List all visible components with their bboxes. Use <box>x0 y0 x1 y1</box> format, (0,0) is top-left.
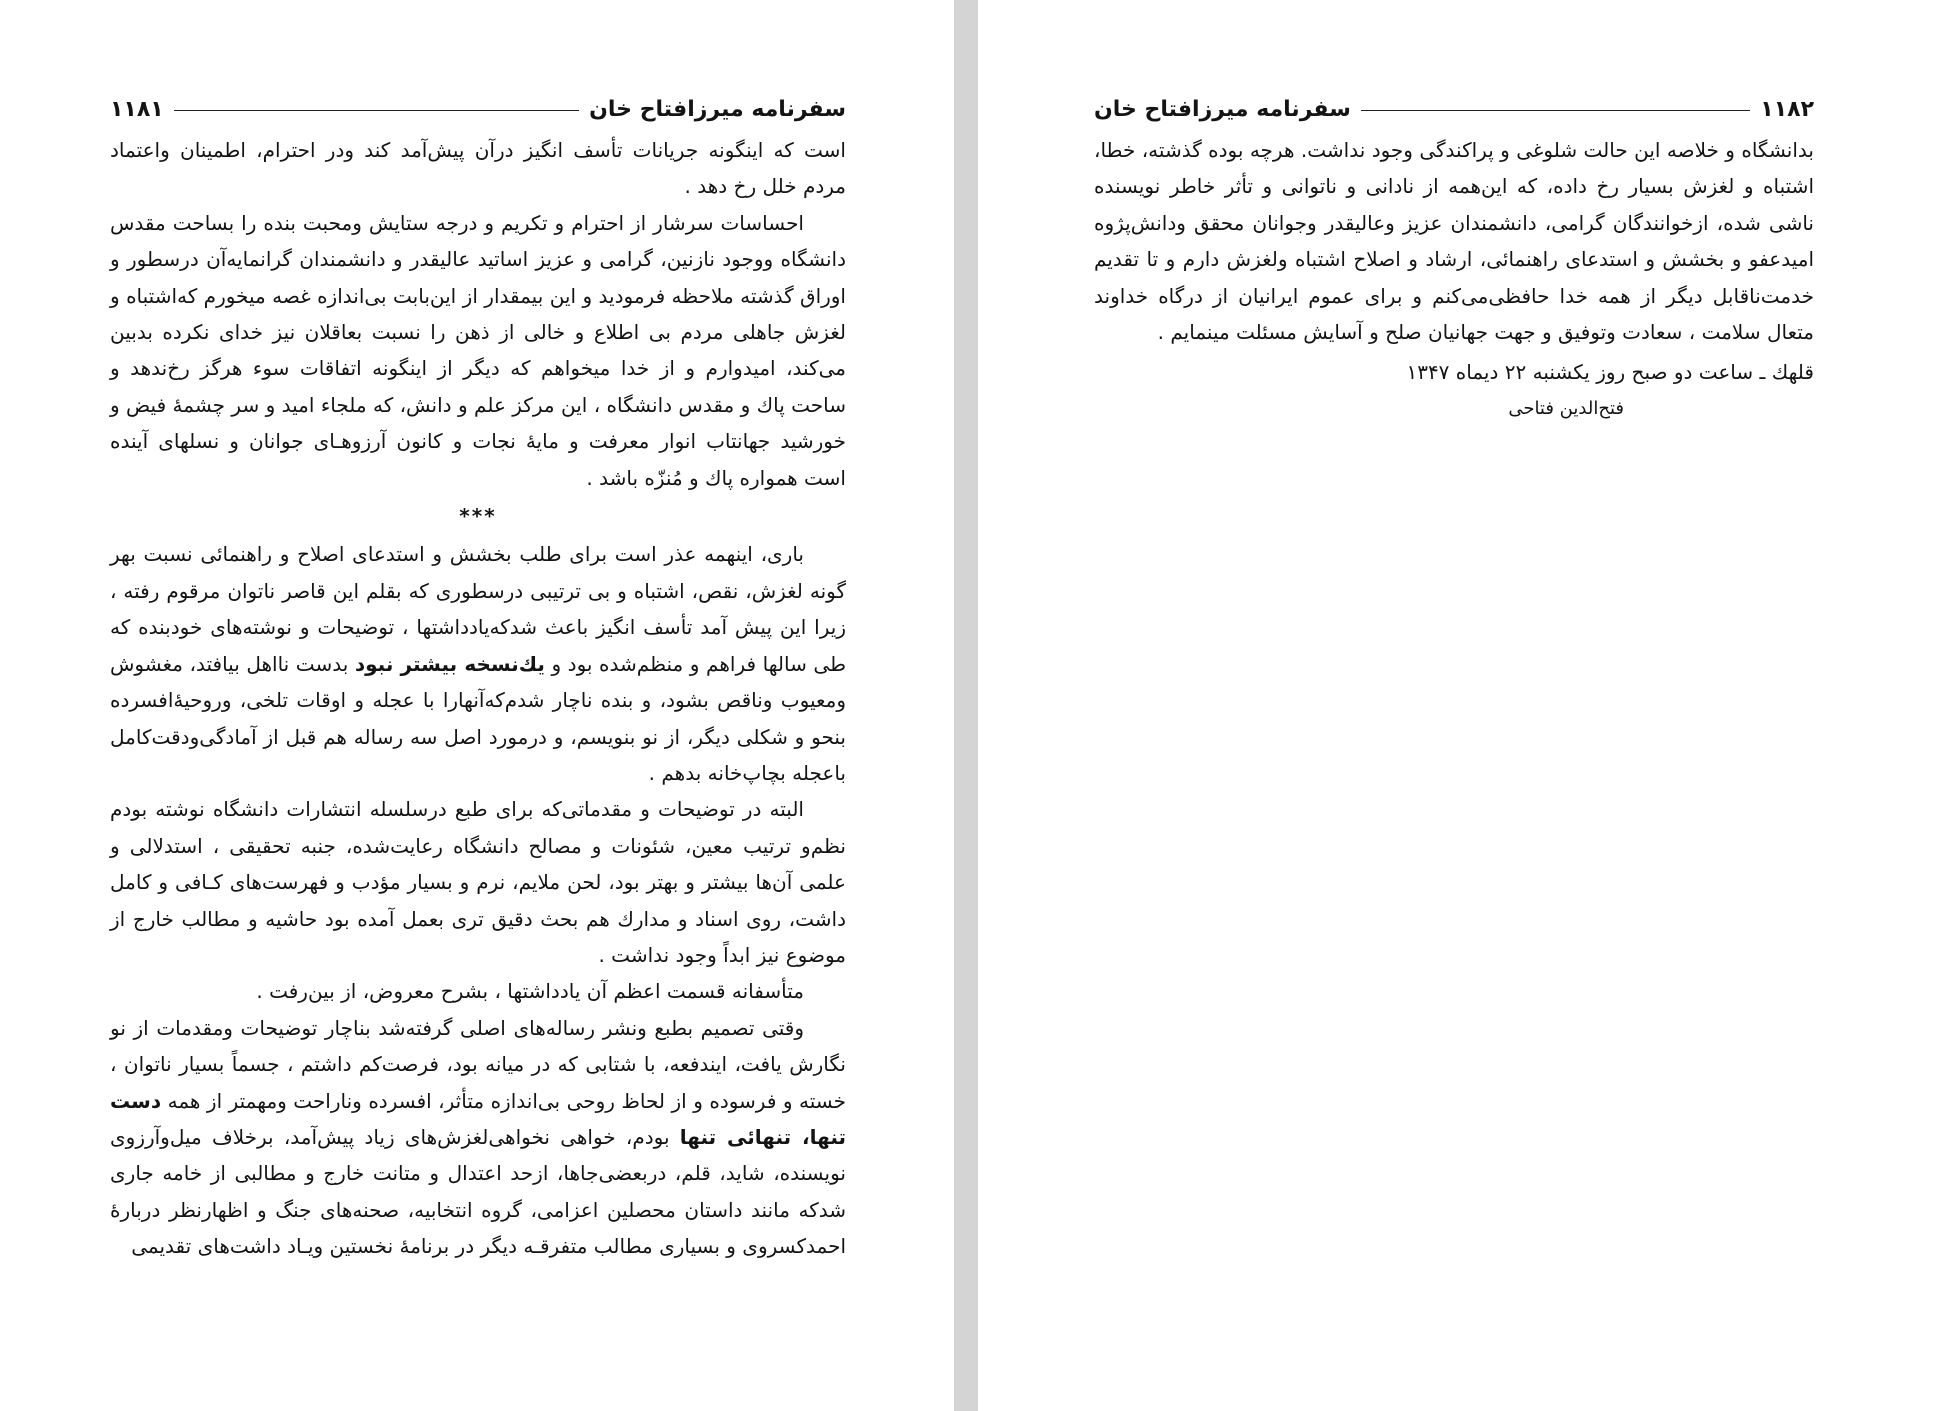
left-paragraph-6 <box>110 1010 846 1265</box>
section-separator: *** <box>459 504 497 529</box>
left-paragraph-3 <box>110 536 846 791</box>
right-page-number: ۱۱۸۲ <box>1760 96 1814 122</box>
left-page <box>0 0 954 1411</box>
left-paragraph-3-bold: یك‌نسخه بیشتر نبود <box>354 651 545 676</box>
left-paragraph-1: است که اینگونه جریانات تأسف انگیز درآن پیش‌آمد کند ودر احترام، اطمینان واعتماد مردم خلل رخ دهد . <box>110 138 846 199</box>
closing-date-line: قلهك ـ ساعت دو صبح روز یکشنبه ۲۲ دیماه ۱۳۴۷ <box>1406 360 1814 385</box>
left-paragraph-6-text-b: بودم، خواهی نخواهی‌لغزش‌های زیاد پیش‌آمد، برخلاف میل‌وآرزوی نویسنده، شاید، قلم، دربعضی‌جاها، ازحد اعتدال و متانت خارج و مطالبی از خامه جاری شدکه مانند داستان محصلین اعزامی، گروه انتخابیه، صحنه‌های جنگ و اظهارنظر دربارهٔ احمدکسروی و بسیاری مطالب متفرقـه دیگر در برنامهٔ نخستین ویـاد داشت‌های تقدیمی <box>110 1124 846 1259</box>
author-signature: فتح‌الدین فتاحی <box>1508 397 1624 419</box>
left-paragraph-3-text-a: باری، اینهمه عذر است برای طلب بخشش و استدعای اصلاح و راهنمائی نسبت بهر گونه لغزش، نقص، اشتباه و بی ترتیبی درسطوری که بقلم این قاصر ناتوان مرقوم رفته ، زیرا این پیش آمد تأسف انگیز باعث شدکه‌یادداشتها ، توضیحات و نوشته‌های خودبنده که طی سالها فراهم و منظم‌شده بود و <box>110 542 847 676</box>
left-paragraph-6-bold: دست تنها، تنهائی تنها <box>110 1088 846 1149</box>
left-paragraph-3-text-b: بدست نااهل بیافتد، مغشوش ومعیوب وناقص بشود، و بنده ناچار شدم‌که‌آنهارا با عجله و اوقات تلخی، وروحیهٔ‌افسرده بنحو و شکلی دیگر، از نو بنویسم، و درمورد اصل سه رساله هم قبل از آمادگی‌ودقت‌کامل باعجله بچاپ‌خانه بدهم . <box>110 651 846 785</box>
left-page-header <box>110 92 846 128</box>
left-page-number: ۱۱۸۱ <box>110 96 164 122</box>
right-text-column <box>1094 92 1814 427</box>
right-paragraph-1: بدانشگاه و خلاصه این حالت شلوغی و پراکندگی وجود نداشت. هرچه بوده گذشته، خطا، اشتباه و لغزش بسیار رخ داده، که این‌همه از نادانی و ناتوانی و تأثر خاطر نویسنده ناشی شده، ازخوانندگان گرامی، دانشمندان عزیز وعالیقدر وجوانان محقق ودانش‌پژوه امیدعفو و بخشش و استدعای راهنمائی، ارشاد و اصلاح اشتباه ولغزش دارم و تا تقدیم خدمت‌ناقابل دیگر از همه خدا حافظی‌می‌کنم و برای عموم ایرانیان از درگاه خداوند متعال سلامت ، سعادت وتوفیق و جهت جهانیان صلح و آسایش مسئلت مینمایم . <box>1094 138 1814 345</box>
left-paragraph-4: البته در توضیحات و مقدماتی‌که برای طبع درسلسله انتشارات دانشگاه نوشته بودم نظم‌و ترتیب معین، شئونات و مصالح دانشگاه رعایت‌شده، جنبه تحقیقی ، استدلالی و علمی آن‌ها بیشتر و بهتر بود، لحن ملایم، نرم و بسیار مؤدب و فهرست‌های کـافی و کامل داشت، روی اسناد و مدارك هم بحث دقیق تری بعمل آمده بود حاشیه و مطالب خارج از موضوع نیز ابداً وجود نداشت . <box>110 797 846 967</box>
left-paragraph-2: احساسات سرشار از احترام و تکریم و درجه ستایش ومحبت بنده را بساحت مقدس دانشگاه ووجود نازنین، گرامی و عزیز اساتید عالیقدر و دانشمندان گرانمایه‌آن درسطور و اوراق گذشته ملاحظه فرمودید و این بیمقدار از این‌بابت بی‌اندازه غصه میخورم که‌اشتباه و لغزش جاهلی مردم بی اطلاع و خالی از ذهن را نسبت بعاقلان نیز خدای نکرده بدبین می‌کند، امیدوارم و از خدا میخواهم که دیگر از اینگونه اتفاقات سوء هرگز رخ‌ندهد و ساحت پاك و مقدس دانشگاه ، این مرکز علم و دانش، که ملجاء امید و سر چشمهٔ فیض و خورشید جهانتاب انوار معرفت و مایهٔ نجات و کانون آرزوهـای جوانان و نسلهای آینده است همواره پاك و مُنزّه باشد . <box>110 210 846 490</box>
left-paragraph-5: متأسفانه قسمت اعظم آن یادداشتها ، بشرح معروض، از بین‌رفت . <box>256 979 804 1004</box>
left-text-column <box>110 92 846 1265</box>
right-page-header <box>1094 92 1814 128</box>
right-running-head: سفرنامه میرزافتاح خان <box>1094 96 1351 122</box>
right-page <box>978 0 1933 1411</box>
right-header-rule <box>1361 110 1750 111</box>
left-paragraph-6-text-a: وقتی تصمیم بطبع ونشر رساله‌های اصلی گرفته‌شد بناچار توضیحات ومقدمات از نو نگارش یافت، ایندفعه، با شتابی که در میانه بود، فرصت‌کم داشتم ، جسماً بسیار ناتوان ، خسته و فرسوده و از لحاظ روحی بی‌اندازه متأثر، افسرده وناراحت ومهمتر از همه <box>110 1015 846 1113</box>
left-header-rule <box>174 110 579 111</box>
left-running-head: سفرنامه میرزافتاح خان <box>589 96 846 122</box>
